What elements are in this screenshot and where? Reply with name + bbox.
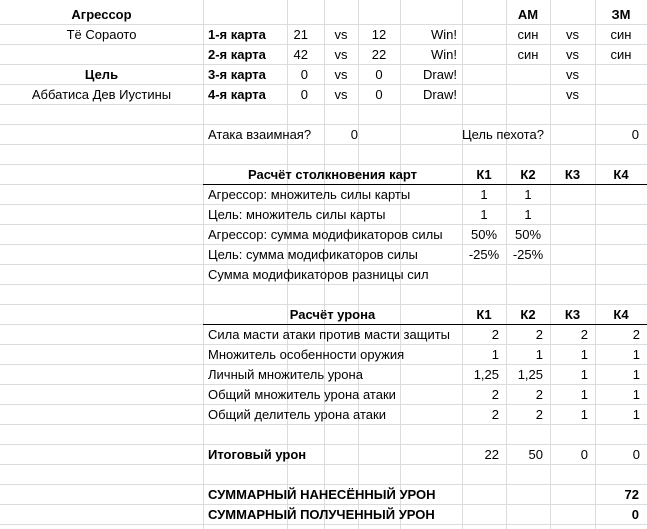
card-target-value[interactable]: 22 — [371, 47, 387, 62]
card-vs[interactable]: vs — [334, 47, 348, 62]
card-result[interactable]: Win! — [431, 47, 457, 62]
card-target-value[interactable]: 0 — [375, 87, 383, 102]
damage-value[interactable]: 1 — [491, 347, 499, 362]
collision-value[interactable]: 1 — [524, 207, 532, 222]
total-damage-value[interactable]: 0 — [580, 447, 588, 462]
card-zm-suit[interactable] — [595, 65, 647, 85]
card-vs[interactable]: vs — [334, 27, 348, 42]
damage-row-label[interactable]: Общий множитель урона атаки — [208, 387, 396, 402]
target-infantry-value[interactable]: 0 — [631, 127, 639, 142]
card-am-suit[interactable]: син — [517, 47, 539, 62]
damage-row-label[interactable]: Множитель особенности оружия — [208, 347, 405, 362]
card-result[interactable]: Win! — [431, 27, 457, 42]
collision-col-header[interactable]: К4 — [595, 165, 647, 185]
damage-value[interactable]: 1 — [632, 387, 640, 402]
collision-row-label[interactable]: Цель: множитель силы карты — [208, 207, 386, 222]
collision-row-label[interactable]: Сумма модификаторов разницы сил — [208, 267, 429, 282]
card-aggressor-value[interactable]: 0 — [300, 67, 308, 82]
card-result[interactable]: Draw! — [423, 67, 457, 82]
card-suit-vs[interactable]: vs — [566, 87, 579, 102]
aggressor-name[interactable]: Тё Сораото — [66, 27, 137, 42]
card-aggressor-value[interactable]: 0 — [300, 87, 308, 102]
card-zm-suit[interactable]: син — [610, 47, 632, 62]
card-label[interactable]: 2-я карта — [208, 47, 266, 62]
damage-value[interactable]: 1 — [535, 347, 543, 362]
damage-row-label[interactable]: Сила масти атаки против масти защиты — [208, 327, 451, 342]
gridline-horizontal — [0, 144, 647, 145]
damage-value[interactable]: 1,25 — [517, 367, 543, 382]
damage-value[interactable]: 2 — [535, 387, 543, 402]
card-target-value[interactable]: 0 — [375, 67, 383, 82]
damage-value[interactable]: 1 — [632, 407, 640, 422]
total-damage-value[interactable]: 50 — [528, 447, 543, 462]
card-label[interactable]: 3-я карта — [208, 67, 266, 82]
damage-value[interactable]: 1 — [580, 407, 588, 422]
collision-value[interactable]: 1 — [480, 207, 488, 222]
card-suit-vs[interactable]: vs — [566, 47, 579, 62]
damage-value[interactable]: 2 — [580, 327, 588, 342]
damage-col-header[interactable]: К4 — [595, 305, 647, 325]
aggressor-label[interactable]: Агрессор — [71, 7, 132, 22]
damage-col-header[interactable]: К2 — [506, 305, 550, 325]
am-header[interactable]: АМ — [517, 7, 539, 22]
summary-received-label[interactable]: СУММАРНЫЙ ПОЛУЧЕННЫЙ УРОН — [208, 507, 435, 522]
collision-value[interactable]: -25% — [512, 247, 544, 262]
damage-value[interactable]: 1 — [580, 367, 588, 382]
damage-value[interactable]: 1 — [632, 347, 640, 362]
total-damage-value[interactable]: 22 — [484, 447, 499, 462]
collision-col-header[interactable]: К2 — [506, 165, 550, 185]
card-zm-suit[interactable] — [595, 85, 647, 105]
card-am-suit[interactable] — [506, 85, 550, 105]
collision-value[interactable]: 1 — [480, 187, 488, 202]
damage-value[interactable]: 1,25 — [473, 367, 499, 382]
damage-row-label[interactable]: Общий делитель урона атаки — [208, 407, 386, 422]
card-result[interactable]: Draw! — [423, 87, 457, 102]
damage-value[interactable]: 1 — [580, 387, 588, 402]
damage-value[interactable]: 2 — [491, 327, 499, 342]
damage-col-header[interactable]: К3 — [550, 305, 595, 325]
collision-value[interactable]: 50% — [470, 227, 498, 242]
card-am-suit[interactable]: син — [517, 27, 539, 42]
card-aggressor-value[interactable]: 42 — [293, 47, 308, 62]
damage-value[interactable]: 2 — [535, 327, 543, 342]
card-suit-vs[interactable]: vs — [566, 27, 579, 42]
damage-value[interactable]: 1 — [580, 347, 588, 362]
target-label[interactable]: Цель — [84, 67, 119, 82]
damage-title[interactable]: Расчёт урона — [203, 305, 462, 325]
card-label[interactable]: 4-я карта — [208, 87, 266, 102]
collision-row-label[interactable]: Цель: сумма модификаторов силы — [208, 247, 418, 262]
target-name[interactable]: Аббатиса Дев Иустины — [31, 87, 172, 102]
collision-row-label[interactable]: Агрессор: сумма модификаторов силы — [208, 227, 443, 242]
zm-header[interactable]: ЗМ — [611, 7, 631, 22]
summary-received-value[interactable]: 0 — [631, 507, 639, 522]
collision-row-label[interactable]: Агрессор: множитель силы карты — [208, 187, 411, 202]
damage-col-header[interactable]: К1 — [462, 305, 506, 325]
collision-title[interactable]: Расчёт столкновения карт — [203, 165, 462, 185]
mutual-attack-label[interactable]: Атака взаимная? — [208, 127, 312, 142]
card-vs[interactable]: vs — [334, 67, 348, 82]
damage-value[interactable]: 2 — [632, 327, 640, 342]
collision-col-header[interactable]: К3 — [550, 165, 595, 185]
card-target-value[interactable]: 12 — [371, 27, 387, 42]
card-suit-vs[interactable]: vs — [566, 67, 579, 82]
card-am-suit[interactable] — [506, 65, 550, 85]
damage-row-label[interactable]: Личный множитель урона — [208, 367, 363, 382]
card-zm-suit[interactable]: син — [610, 27, 632, 42]
total-damage-label[interactable]: Итоговый урон — [208, 447, 307, 462]
collision-value[interactable]: 50% — [514, 227, 542, 242]
card-label[interactable]: 1-я карта — [208, 27, 266, 42]
summary-dealt-label[interactable]: СУММАРНЫЙ НАНЕСЁННЫЙ УРОН — [208, 487, 436, 502]
damage-value[interactable]: 2 — [491, 387, 499, 402]
card-vs[interactable]: vs — [334, 87, 348, 102]
target-infantry-label[interactable]: Цель пехота? — [462, 127, 544, 142]
card-aggressor-value[interactable]: 21 — [293, 27, 308, 42]
collision-value[interactable]: 1 — [524, 187, 532, 202]
collision-value[interactable]: -25% — [468, 247, 500, 262]
total-damage-value[interactable]: 0 — [632, 447, 640, 462]
damage-value[interactable]: 2 — [491, 407, 499, 422]
mutual-attack-value[interactable]: 0 — [350, 127, 358, 142]
damage-value[interactable]: 2 — [535, 407, 543, 422]
damage-value[interactable]: 1 — [632, 367, 640, 382]
collision-col-header[interactable]: К1 — [462, 165, 506, 185]
gridline-horizontal — [0, 124, 647, 125]
summary-dealt-value[interactable]: 72 — [624, 487, 639, 502]
